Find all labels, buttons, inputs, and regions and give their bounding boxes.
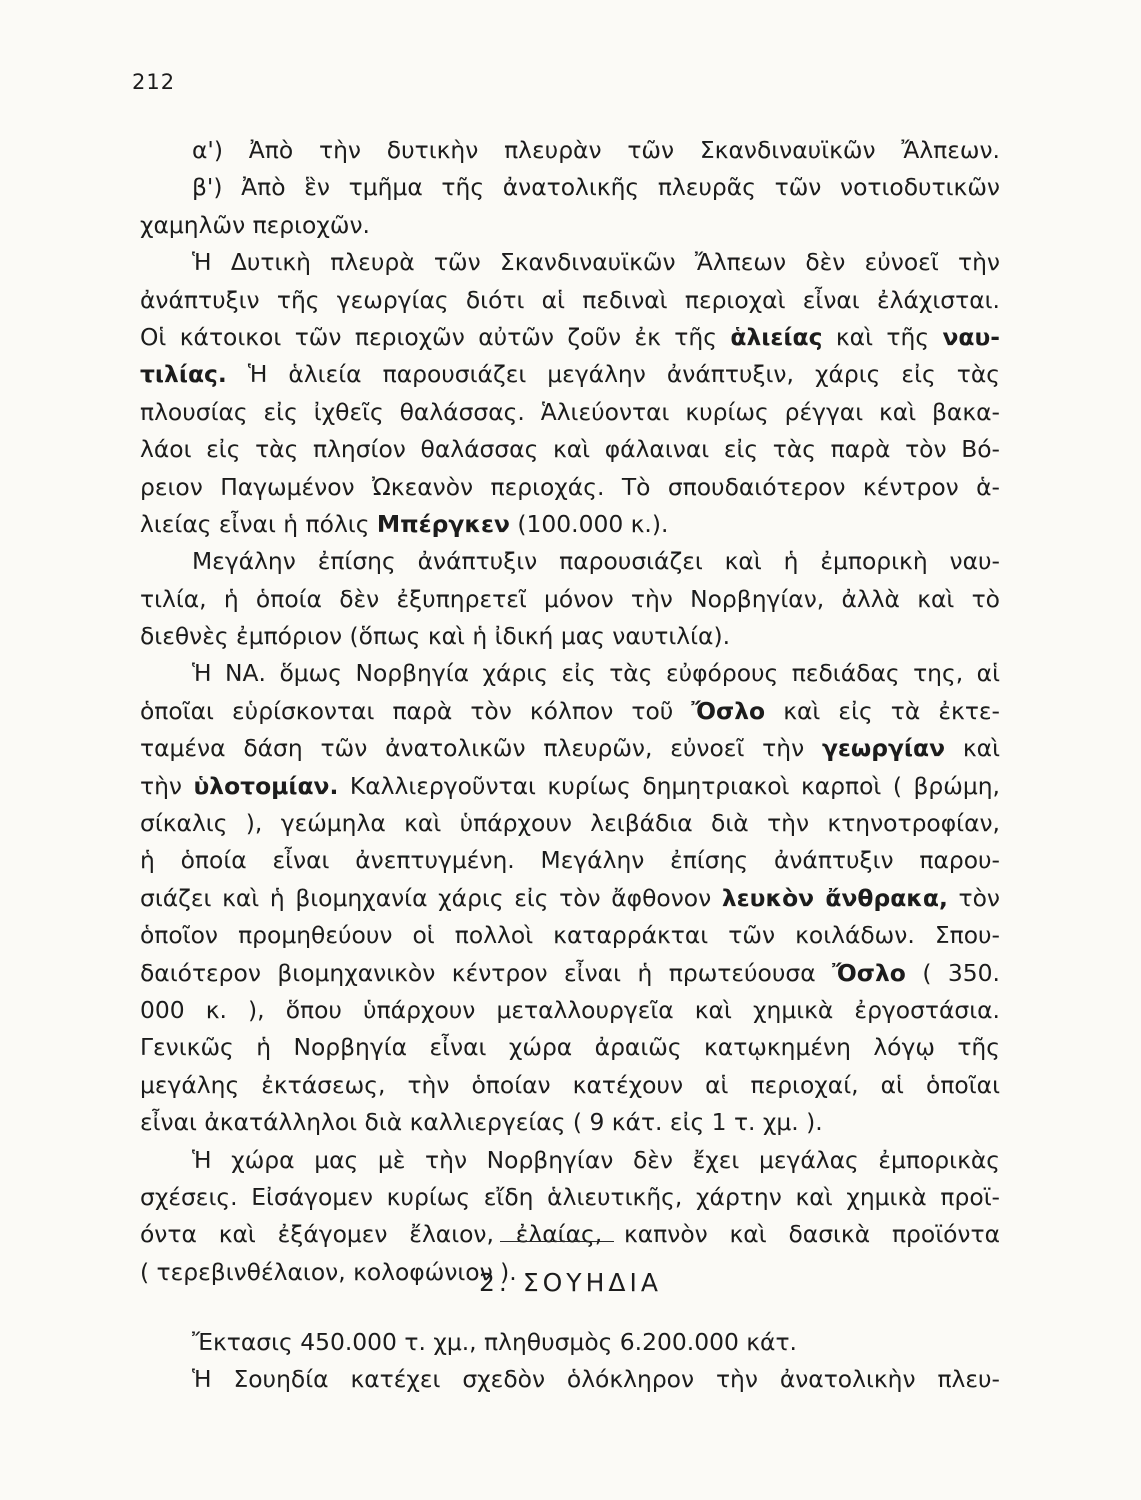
page-number: 212 xyxy=(132,70,176,94)
bold-term: λευκὸν ἄνθρακα, xyxy=(721,883,948,912)
bold-term: Ὄσλο xyxy=(832,958,906,987)
section-divider xyxy=(500,1241,614,1242)
text-line: σχέσεις. Εἰσάγομεν κυρίως εἴδη ἁλιευτικῆς, χάρτην καὶ χημικὰ προϊ- xyxy=(140,1182,1000,1211)
text-line: β') Ἀπὸ ἓν τμῆμα τῆς ἀνατολικῆς πλευρᾶς τῶν νοτιοδυτικῶν xyxy=(192,173,1000,202)
text-line: Γενικῶς ἡ Νορβηγία εἶναι χώρα ἀραιῶς κατῳκημένη λόγῳ τῆς xyxy=(140,1033,1000,1062)
bold-term: Μπέργκεν xyxy=(376,509,510,538)
bold-term: ναυ- xyxy=(942,322,1000,351)
text-line: ἡ ὁποία εἶναι ἀνεπτυγμένη. Μεγάλην ἐπίσης ἀνάπτυξιν παρου- xyxy=(140,846,1000,875)
text-line: μεγάλης ἐκτάσεως, τὴν ὁποίαν κατέχουν αἱ περιοχαί, αἱ ὁποῖαι xyxy=(140,1070,1000,1099)
text-line: τιλίας. Ἡ ἁλιεία παρουσιάζει μεγάλην ἀνάπτυξιν, χάρις εἰς τὰς xyxy=(140,360,1000,389)
text-line: ρειον Παγωμένον Ὠκεανὸν περιοχάς. Τὸ σπουδαιότερον κέντρον ἁ- xyxy=(140,472,1000,501)
text-line: Ἡ Δυτικὴ πλευρὰ τῶν Σκανδιναυϊκῶν Ἄλπεων δὲν εὐνοεῖ τὴν xyxy=(192,248,1000,277)
bold-term: τιλίας. xyxy=(140,360,227,389)
text-line: τιλία, ἡ ὁποία δὲν ἐξυπηρετεῖ μόνον τὴν Νορβηγίαν, ἀλλὰ καὶ τὸ xyxy=(140,584,1000,613)
text-line: Ἔκτασις 450.000 τ. χμ., πληθυσμὸς 6.200.000 κάτ. xyxy=(192,1328,797,1356)
text-line: διεθνὲς ἐμπόριον (ὅπως καὶ ἡ ἰδική μας ναυτιλία). xyxy=(140,622,731,651)
bold-term: γεωργίαν xyxy=(821,734,946,763)
text-line: σίκαλις ), γεώμηλα καὶ ὑπάρχουν λειβάδια διὰ τὴν κτηνοτροφίαν, xyxy=(140,809,1000,838)
section-heading: 2. ΣΟΥΗΔΙΑ xyxy=(479,1268,662,1297)
bold-term: ἁλιείας xyxy=(730,322,823,351)
text-line: Ἡ Σουηδία κατέχει σχεδὸν ὁλόκληρον τὴν ἀνατολικὴν πλευ- xyxy=(192,1365,1000,1394)
text-line: 000 κ. ), ὅπου ὑπάρχουν μεταλλουργεῖα καὶ χημικὰ ἐργοστάσια. xyxy=(140,995,1000,1024)
text-line: λάοι εἰς τὰς πλησίον θαλάσσας καὶ φάλαιναι εἰς τὰς παρὰ τὸν Βό- xyxy=(140,435,1000,464)
text-line: ( τερεβινθέλαιον, κολοφώνιον ). xyxy=(140,1257,517,1286)
text-line: τὴν ὑλοτομίαν. Καλλιεργοῦνται κυρίως δημητριακοὶ καρποὶ ( βρώμη, xyxy=(140,771,1000,800)
text-line: α') Ἀπὸ τὴν δυτικὴν πλευρὰν τῶν Σκανδιναυϊκῶν Ἄλπεων. xyxy=(192,136,1000,164)
text-line: χαμηλῶν περιοχῶν. xyxy=(140,210,370,239)
text-line: Ἡ χώρα μας μὲ τὴν Νορβηγίαν δὲν ἔχει μεγάλας ἐμπορικὰς xyxy=(192,1145,1000,1174)
text-line: Οἱ κάτοικοι τῶν περιοχῶν αὐτῶν ζοῦν ἐκ τῆς ἁλιείας καὶ τῆς ναυ- xyxy=(140,322,1000,351)
body-text xyxy=(140,132,1000,1291)
text-line: Μεγάλην ἐπίσης ἀνάπτυξιν παρουσιάζει καὶ ἡ ἐμπορικὴ ναυ- xyxy=(192,547,1000,576)
bold-term: ὑλοτομίαν. xyxy=(193,771,339,800)
text-line: λιείας εἶναι ἡ πόλις Μπέργκεν (100.000 κ.). xyxy=(140,509,669,538)
text-line: δαιότερον βιομηχανικὸν κέντρον εἶναι ἡ πρωτεύουσα Ὄσλο ( 350. xyxy=(140,958,1000,987)
text-line: σιάζει καὶ ἡ βιομηχανία χάρις εἰς τὸν ἄφθονον λευκὸν ἄνθρακα, τὸν xyxy=(140,883,1000,912)
text-line: Ἡ ΝΑ. ὅμως Νορβηγία χάρις εἰς τὰς εὐφόρους πεδιάδας της, αἱ xyxy=(192,659,1000,688)
text-line: εἶναι ἀκατάλληλοι διὰ καλλιεργείας ( 9 κάτ. εἰς 1 τ. χμ. ). xyxy=(140,1108,823,1137)
bold-term: Ὄσλο xyxy=(691,696,766,725)
text-line: ὁποῖον προμηθεύουν οἱ πολλοὶ καταρράκται τῶν κοιλάδων. Σπου- xyxy=(140,921,1000,950)
text-line: όντα καὶ ἐξάγομεν ἔλαιον, ἐλαίας, καπνὸν καὶ δασικὰ προϊόντα xyxy=(140,1220,1000,1249)
text-line: ἀνάπτυξιν τῆς γεωργίας διότι αἱ πεδιναὶ περιοχαὶ εἶναι ἐλάχισται. xyxy=(140,285,1000,314)
text-line: πλουσίας εἰς ἰχθεῖς θαλάσσας. Ἁλιεύονται κυρίως ρέγγαι καὶ βακα- xyxy=(140,397,1000,426)
text-line: ταμένα δάση τῶν ἀνατολικῶν πλευρῶν, εὐνοεῖ τὴν γεωργίαν καὶ xyxy=(140,734,1000,763)
body-text-continued xyxy=(140,1324,1000,1399)
text-line: ὁποῖαι εὑρίσκονται παρὰ τὸν κόλπον τοῦ Ὄσλο καὶ εἰς τὰ ἐκτε- xyxy=(140,696,1000,725)
